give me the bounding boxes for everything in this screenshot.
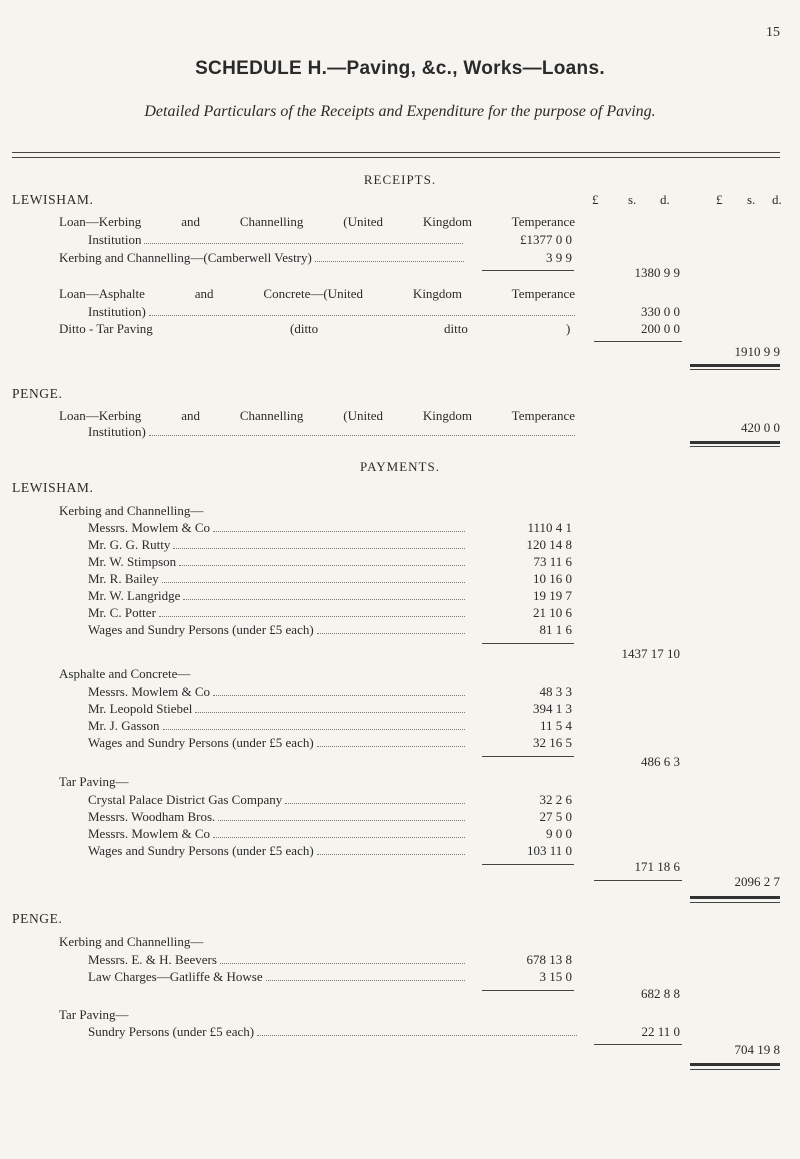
currency-header-pounds-2: £ (716, 192, 723, 207)
pay-asphalte-item-amount: 394 1 3 (533, 701, 572, 716)
receipt-tar-close: ) (566, 321, 571, 336)
pay-kerbing-item (88, 537, 468, 553)
pay-penge-kerbing-item-amount: 3 15 0 (539, 969, 572, 984)
receipt-camberwell-amount: 3 9 9 (546, 250, 572, 265)
pay-asphalte-total: 486 6 3 (641, 754, 680, 769)
receipt-camberwell-label: Kerbing and Channelling—(Camberwell Vestry) (59, 250, 312, 265)
pay-kerbing-item-name: Mr. R. Bailey (88, 571, 159, 586)
pay-kerbing-heading: Kerbing and Channelling— (59, 503, 204, 518)
receipt-tar-ditto1: (ditto (290, 321, 319, 336)
pay-kerbing-item (88, 554, 468, 570)
pay-lewisham-grand-total: 2096 2 7 (734, 874, 780, 889)
pay-asphalte-item (88, 718, 468, 734)
pay-kerbing-item-amount: 21 10 6 (533, 605, 572, 620)
pay-tar-item-name: Crystal Palace District Gas Company (88, 792, 283, 807)
schedule-title: SCHEDULE H.—Paving, &c., Works—Loans. (195, 58, 605, 79)
rule-tar-subtotal (482, 864, 574, 865)
pay-tar-item-amount: 103 11 0 (526, 843, 572, 858)
currency-header-shillings-2: s. (747, 192, 756, 207)
pay-kerbing-item-name: Mr. G. G. Rutty (88, 537, 171, 552)
pay-kerbing-item-amount: 10 16 0 (533, 571, 572, 586)
receipt-penge-line2 (88, 424, 578, 440)
top-rule (12, 152, 780, 153)
pay-tar-item-name: Wages and Sundry Persons (under £5 each) (88, 843, 314, 858)
pay-kerbing-item-name: Mr. W. Stimpson (88, 554, 177, 569)
pay-asphalte-item-amount: 32 16 5 (533, 735, 572, 750)
pay-asphalte-item (88, 735, 468, 751)
pay-tar-total: 171 18 6 (634, 859, 680, 874)
pay-penge-kerbing-total: 682 8 8 (641, 986, 680, 1001)
rule-penge-payments (594, 1044, 682, 1045)
currency-header-pounds-1: £ (592, 192, 599, 207)
rule-lewisham-receipts (594, 341, 682, 342)
pay-tar-item-name: Messrs. Mowlem & Co (88, 826, 211, 841)
pay-asphalte-item-amount: 11 5 4 (539, 718, 572, 733)
pay-tar-heading: Tar Paving— (59, 774, 129, 789)
schedule-subtitle: Detailed Particulars of the Receipts and Expenditure for the purpose of Paving. (144, 103, 656, 120)
pay-kerbing-item-name: Wages and Sundry Persons (under £5 each) (88, 622, 314, 637)
pay-penge-tar-item (88, 1024, 580, 1040)
receipt-penge-institution: Institution) (88, 424, 146, 439)
pay-penge-kerbing-item-name: Law Charges—Gatliffe & Howse (88, 969, 263, 984)
payments-heading: PAYMENTS. (360, 459, 440, 474)
pay-penge-kerbing-item (88, 969, 468, 985)
pay-asphalte-heading: Asphalte and Concrete— (59, 666, 191, 681)
pay-kerbing-item (88, 605, 468, 621)
double-rule-lewisham-payments-2 (690, 902, 780, 903)
rule-penge-kerbing-subtotal (482, 990, 574, 991)
pay-tar-item (88, 843, 468, 859)
pay-asphalte-item (88, 701, 468, 717)
receipt-asphalte-line2 (88, 304, 578, 320)
payments-penge-label: PENGE. (12, 911, 63, 926)
top-rule-2 (12, 157, 780, 158)
pay-penge-tar-heading: Tar Paving— (59, 1007, 129, 1022)
pay-asphalte-item (88, 684, 468, 700)
double-rule-penge-receipts-2 (690, 446, 780, 447)
double-rule-lewisham-receipts (690, 364, 780, 367)
rule-kerbing-subtotal (482, 643, 574, 644)
receipt-asphalte-institution: Institution) (88, 304, 146, 319)
receipt-tar-label: Ditto - Tar Paving (59, 321, 153, 336)
receipt-penge-total: 420 0 0 (741, 420, 780, 435)
pay-penge-kerbing-heading: Kerbing and Channelling— (59, 934, 204, 949)
pay-kerbing-item (88, 622, 468, 638)
currency-header-pence-1: d. (660, 192, 670, 207)
pay-asphalte-item-name: Messrs. Mowlem & Co (88, 684, 211, 699)
receipt-camberwell (59, 250, 467, 266)
pay-tar-item-name: Messrs. Woodham Bros. (88, 809, 216, 824)
receipt-asphalte-line1: Loan—Asphalte and Concrete—(United Kingdom Temperance (59, 286, 575, 301)
receipt-loan-kc-line1: Loan—Kerbing and Channelling (United Kingdom Temperance (59, 214, 575, 229)
receipt-tar-amount: 200 0 0 (641, 321, 680, 336)
pay-kerbing-item-name: Mr. W. Langridge (88, 588, 181, 603)
pay-penge-grand-total: 704 19 8 (734, 1042, 780, 1057)
pay-kerbing-item (88, 571, 468, 587)
page-number: 15 (766, 25, 780, 40)
receipt-loan-kc-institution: Institution (88, 232, 142, 247)
pay-kerbing-item-amount: 81 1 6 (539, 622, 572, 637)
receipt-loan-kc-line2 (88, 232, 466, 248)
payments-lewisham-label: LEWISHAM. (12, 480, 94, 495)
pay-penge-tar-item-name: Sundry Persons (under £5 each) (88, 1024, 255, 1039)
rule-asphalte-subtotal (482, 756, 574, 757)
receipt-asphalte-amount: 330 0 0 (641, 304, 680, 319)
double-rule-penge-receipts (690, 441, 780, 444)
pay-penge-kerbing-item-name: Messrs. E. & H. Beevers (88, 952, 217, 967)
pay-tar-item (88, 826, 468, 842)
pay-asphalte-item-name: Mr. J. Gasson (88, 718, 160, 733)
pay-asphalte-item-amount: 48 3 3 (539, 684, 572, 699)
pay-tar-item-amount: 9 0 0 (546, 826, 572, 841)
double-rule-penge-payments (690, 1063, 780, 1066)
pay-tar-item-amount: 27 5 0 (539, 809, 572, 824)
pay-kerbing-item (88, 588, 468, 604)
double-rule-lewisham-receipts-2 (690, 369, 780, 370)
currency-header-pence-2: d. (772, 192, 782, 207)
receipt-lewisham-total: 1910 9 9 (734, 344, 780, 359)
rule-lewisham-payments (594, 880, 682, 881)
pay-asphalte-item-name: Mr. Leopold Stiebel (88, 701, 193, 716)
pay-tar-item (88, 809, 468, 825)
pay-kerbing-item-name: Mr. C. Potter (88, 605, 156, 620)
pay-penge-kerbing-item (88, 952, 468, 968)
pay-penge-tar-item-amount: 22 11 0 (641, 1024, 680, 1039)
pay-penge-kerbing-item-amount: 678 13 8 (526, 952, 572, 967)
pay-kerbing-item (88, 520, 468, 536)
double-rule-lewisham-payments (690, 896, 780, 899)
pay-kerbing-item-amount: 73 11 6 (533, 554, 572, 569)
receipt-penge-line1: Loan—Kerbing and Channelling (United Kingdom Temperance (59, 408, 575, 423)
receipt-tar-ditto2: ditto (444, 321, 468, 336)
pay-kerbing-item-amount: 1110 4 1 (527, 520, 572, 535)
receipt-loan-kc-amount: £1377 0 0 (520, 232, 572, 247)
receipts-heading: RECEIPTS. (363, 172, 437, 187)
currency-header-shillings-1: s. (628, 192, 637, 207)
double-rule-penge-payments-2 (690, 1069, 780, 1070)
pay-kerbing-item-amount: 19 19 7 (533, 588, 572, 603)
pay-kerbing-item-amount: 120 14 8 (526, 537, 572, 552)
pay-tar-item-amount: 32 2 6 (539, 792, 572, 807)
receipts-penge-label: PENGE. (12, 386, 63, 401)
rule-kc-subtotal (482, 270, 574, 271)
pay-tar-item (88, 792, 468, 808)
receipts-lewisham-label: LEWISHAM. (12, 192, 94, 207)
pay-kerbing-total: 1437 17 10 (621, 646, 680, 661)
pay-asphalte-item-name: Wages and Sundry Persons (under £5 each) (88, 735, 314, 750)
receipt-kc-total: 1380 9 9 (634, 265, 680, 280)
pay-kerbing-item-name: Messrs. Mowlem & Co (88, 520, 211, 535)
